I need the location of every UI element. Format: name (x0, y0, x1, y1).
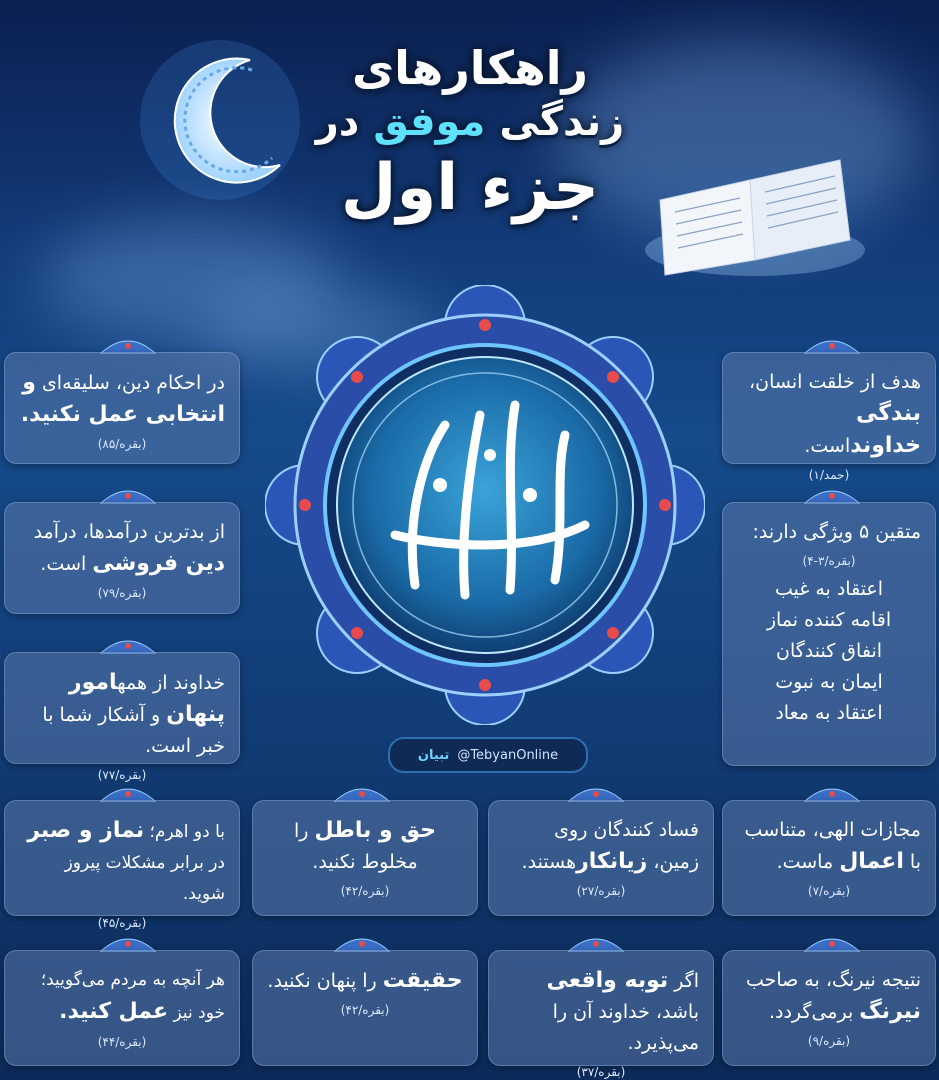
verse-reference: (بقره/۸۵) (97, 437, 147, 451)
tip-card (4, 652, 240, 782)
ornament-icon (568, 782, 624, 802)
tip-card (4, 502, 240, 614)
card-highlight: بندگی خداوند (850, 401, 921, 458)
title-line-1: راهکارهای (352, 41, 588, 95)
card-text: متقین ۵ ویژگی دارند: (752, 521, 921, 543)
card-text: هدف از خلقت انسان، (749, 371, 921, 393)
title-line-2 (300, 96, 640, 148)
card-text: نتیجه نیرنگ، به صاحب (745, 969, 921, 991)
card-text: اگر (674, 970, 699, 992)
ornament-icon (804, 782, 860, 802)
card-highlight: زیانکار (576, 849, 648, 874)
verse-reference: (بقره/۲۷) (576, 884, 626, 898)
title-highlight-word: موفق (373, 99, 486, 145)
list-item: ایمان به نبوت (775, 671, 883, 693)
card-text: است. (804, 435, 851, 457)
verse-reference: (بقره/۹) (807, 1034, 851, 1048)
card-text: هر آنچه به مردم می‌گویید؛ خود نیز (40, 970, 225, 1023)
card-text: از بدترین درآمدها، درآمد (33, 521, 225, 543)
card-highlight: دین فروشی (92, 551, 225, 576)
card-text: را مخلوط نکنید. (293, 820, 418, 873)
list-item: اعتقاد به معاد (775, 702, 883, 724)
tip-card (252, 800, 478, 916)
tip-card (722, 800, 936, 916)
card-text: برمی‌گردد. (768, 1001, 854, 1023)
card-text: خداوند از همه (117, 672, 225, 694)
card-text: است. (40, 553, 87, 575)
crescent-moon-icon (140, 40, 300, 200)
ornament-icon (334, 782, 390, 802)
title-word: در (315, 99, 360, 145)
quran-emblem (265, 285, 705, 725)
verse-reference: (بقره/۴۵) (97, 916, 147, 930)
verse-reference: (بقره/۴۲) (340, 1003, 390, 1017)
card-text: در برابر مشکلات پیروز شوید. (64, 853, 225, 904)
tip-card (4, 950, 240, 1066)
verse-reference: (بقره/۳۷) (576, 1065, 626, 1079)
card-highlight: نیرنگ (859, 999, 921, 1024)
card-text: هستند. (521, 851, 577, 873)
brand-logo: تبیان (417, 747, 450, 763)
verse-reference: (بقره/۴۲) (340, 884, 390, 898)
ornament-icon (804, 334, 860, 354)
card-text: ماست. (776, 851, 834, 873)
card-text: و آشکار شما با خبر است. (42, 704, 225, 757)
page-title (300, 40, 640, 228)
card-highlight: حق و باطل (314, 818, 437, 843)
card-highlight: حقیقت (382, 968, 463, 993)
list-item: اعتقاد به غیب (774, 578, 884, 600)
tip-card (722, 352, 936, 482)
tip-card (722, 950, 936, 1066)
verse-reference: (بقره/۷) (807, 884, 851, 898)
tip-card (488, 950, 714, 1079)
open-book-icon (640, 140, 870, 280)
card-text: با دو اهرم؛ (149, 822, 225, 842)
card-highlight: نماز و صبر (27, 818, 145, 843)
ornament-icon (568, 932, 624, 952)
ornament-icon (334, 932, 390, 952)
verse-reference: (حمد/۱) (808, 468, 850, 482)
card-highlight: امور پنهان (68, 670, 225, 727)
tip-card (252, 950, 478, 1066)
card-text: در احکام دین، سلیقه‌ای (41, 372, 225, 394)
verse-reference: (بقره/۴۴) (97, 1035, 147, 1049)
list-item: انفاق کنندگان (775, 640, 883, 662)
verse-reference: (بقره/۷۷) (97, 768, 147, 782)
ornament-icon (100, 334, 156, 354)
tip-card (4, 800, 240, 930)
card-text: را پنهان نکنید. (267, 970, 377, 992)
ornament-icon (100, 634, 156, 654)
tip-card (722, 502, 936, 766)
tip-card (488, 800, 714, 916)
ornament-icon (804, 932, 860, 952)
verse-reference: (بقره/۳-۴) (802, 554, 856, 568)
list-item: اقامه کننده نماز (766, 609, 892, 631)
card-text: فساد کنندگان روی زمین، (554, 819, 699, 873)
card-highlight: توبه واقعی (546, 968, 669, 993)
ornament-icon (100, 782, 156, 802)
ornament-icon (100, 484, 156, 504)
title-word: زندگی (499, 99, 625, 145)
verse-reference: (بقره/۷۹) (97, 586, 147, 600)
card-text: مجازات الهی، متناسب با (744, 819, 921, 873)
ornament-icon (804, 484, 860, 504)
title-line-3: جزء اول (340, 151, 600, 225)
card-text: باشد، خداوند آن را می‌پذیرد. (552, 1001, 699, 1054)
card-highlight: عمل کنید. (59, 999, 169, 1024)
card-highlight: اعمال (839, 849, 904, 874)
handle-text: @TebyanOnline (457, 747, 559, 763)
tip-card (4, 352, 240, 464)
card-highlight: و انتخابی عمل نکنید. (20, 370, 225, 427)
ornament-icon (100, 932, 156, 952)
social-handle (388, 737, 588, 773)
